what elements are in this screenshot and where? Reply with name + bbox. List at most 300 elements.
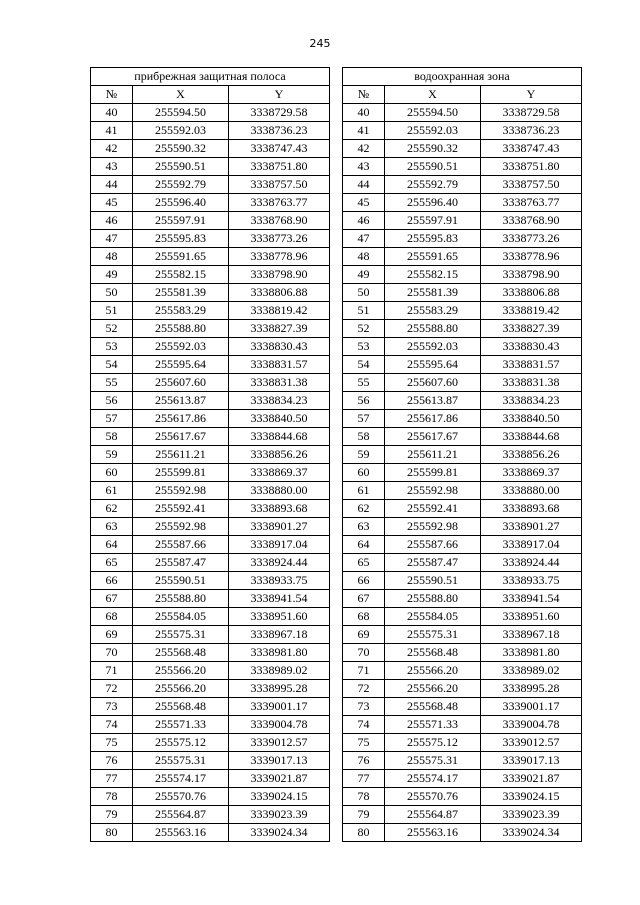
table-row xyxy=(91,140,330,158)
y-coordinate-cell: 3338768.90 xyxy=(481,212,582,230)
x-coordinate-cell: 255575.31 xyxy=(385,626,481,644)
table-row xyxy=(91,806,330,824)
x-coordinate-cell: 255563.16 xyxy=(133,824,229,842)
x-coordinate-cell: 255566.20 xyxy=(385,680,481,698)
x-coordinate-cell: 255592.98 xyxy=(385,518,481,536)
x-coordinate-cell: 255590.32 xyxy=(385,140,481,158)
table-title: водоохранная зона xyxy=(343,68,582,86)
y-coordinate-cell: 3338933.75 xyxy=(481,572,582,590)
point-number-cell: 59 xyxy=(91,446,133,464)
point-number-cell: 70 xyxy=(343,644,385,662)
point-number-cell: 43 xyxy=(343,158,385,176)
y-coordinate-cell: 3338856.26 xyxy=(229,446,330,464)
point-number-cell: 67 xyxy=(91,590,133,608)
y-coordinate-cell: 3338840.50 xyxy=(229,410,330,428)
y-coordinate-cell: 3338834.23 xyxy=(229,392,330,410)
y-coordinate-cell: 3339004.78 xyxy=(481,716,582,734)
point-number-cell: 43 xyxy=(91,158,133,176)
x-coordinate-cell: 255575.31 xyxy=(385,752,481,770)
y-coordinate-cell: 3338941.54 xyxy=(229,590,330,608)
table-row xyxy=(343,356,582,374)
point-number-cell: 54 xyxy=(343,356,385,374)
x-coordinate-cell: 255574.17 xyxy=(133,770,229,788)
point-number-cell: 75 xyxy=(343,734,385,752)
x-coordinate-cell: 255584.05 xyxy=(385,608,481,626)
table-row xyxy=(91,176,330,194)
column-header-x: X xyxy=(133,86,229,104)
y-coordinate-cell: 3338763.77 xyxy=(481,194,582,212)
y-coordinate-cell: 3338989.02 xyxy=(481,662,582,680)
point-number-cell: 60 xyxy=(343,464,385,482)
x-coordinate-cell: 255597.91 xyxy=(385,212,481,230)
x-coordinate-cell: 255611.21 xyxy=(133,446,229,464)
table-row xyxy=(343,572,582,590)
x-coordinate-cell: 255587.47 xyxy=(133,554,229,572)
y-coordinate-cell: 3338773.26 xyxy=(481,230,582,248)
table-row xyxy=(343,734,582,752)
point-number-cell: 74 xyxy=(91,716,133,734)
y-coordinate-cell: 3338778.96 xyxy=(229,248,330,266)
point-number-cell: 41 xyxy=(91,122,133,140)
y-coordinate-cell: 3339012.57 xyxy=(481,734,582,752)
table-row xyxy=(343,716,582,734)
table-row xyxy=(91,698,330,716)
point-number-cell: 52 xyxy=(343,320,385,338)
y-coordinate-cell: 3338830.43 xyxy=(481,338,582,356)
point-number-cell: 77 xyxy=(91,770,133,788)
x-coordinate-cell: 255592.98 xyxy=(385,482,481,500)
point-number-cell: 47 xyxy=(91,230,133,248)
table-row xyxy=(343,752,582,770)
point-number-cell: 69 xyxy=(91,626,133,644)
table-row xyxy=(343,464,582,482)
point-number-cell: 70 xyxy=(91,644,133,662)
x-coordinate-cell: 255599.81 xyxy=(385,464,481,482)
y-coordinate-cell: 3338951.60 xyxy=(481,608,582,626)
y-coordinate-cell: 3338757.50 xyxy=(229,176,330,194)
x-coordinate-cell: 255587.47 xyxy=(385,554,481,572)
y-coordinate-cell: 3339023.39 xyxy=(481,806,582,824)
x-coordinate-cell: 255595.83 xyxy=(133,230,229,248)
x-coordinate-cell: 255588.80 xyxy=(385,590,481,608)
table-row xyxy=(91,230,330,248)
x-coordinate-cell: 255592.03 xyxy=(385,338,481,356)
y-coordinate-cell: 3338798.90 xyxy=(229,266,330,284)
x-coordinate-cell: 255617.86 xyxy=(385,410,481,428)
table-row xyxy=(343,374,582,392)
x-coordinate-cell: 255590.32 xyxy=(133,140,229,158)
y-coordinate-cell: 3338729.58 xyxy=(229,104,330,122)
table-row xyxy=(343,230,582,248)
table-row xyxy=(91,212,330,230)
table-row xyxy=(91,716,330,734)
table-row xyxy=(91,356,330,374)
table-row xyxy=(91,266,330,284)
point-number-cell: 63 xyxy=(343,518,385,536)
x-coordinate-cell: 255568.48 xyxy=(133,698,229,716)
y-coordinate-cell: 3339024.15 xyxy=(229,788,330,806)
y-coordinate-cell: 3338798.90 xyxy=(481,266,582,284)
point-number-cell: 45 xyxy=(91,194,133,212)
point-number-cell: 63 xyxy=(91,518,133,536)
point-number-cell: 51 xyxy=(91,302,133,320)
y-coordinate-cell: 3338747.43 xyxy=(229,140,330,158)
point-number-cell: 65 xyxy=(343,554,385,572)
y-coordinate-cell: 3338763.77 xyxy=(229,194,330,212)
x-coordinate-cell: 255611.21 xyxy=(385,446,481,464)
table-row xyxy=(91,446,330,464)
y-coordinate-cell: 3339024.15 xyxy=(481,788,582,806)
x-coordinate-cell: 255582.15 xyxy=(133,266,229,284)
point-number-cell: 68 xyxy=(343,608,385,626)
point-number-cell: 51 xyxy=(343,302,385,320)
point-number-cell: 62 xyxy=(343,500,385,518)
table-row xyxy=(343,644,582,662)
table-row xyxy=(91,158,330,176)
table-row xyxy=(343,554,582,572)
x-coordinate-cell: 255575.31 xyxy=(133,626,229,644)
coastal-protective-strip-table xyxy=(90,67,330,842)
y-coordinate-cell: 3339024.34 xyxy=(229,824,330,842)
x-coordinate-cell: 255571.33 xyxy=(133,716,229,734)
table-row xyxy=(91,320,330,338)
table-row xyxy=(91,644,330,662)
point-number-cell: 45 xyxy=(343,194,385,212)
table-row xyxy=(343,824,582,842)
table-row xyxy=(91,284,330,302)
x-coordinate-cell: 255613.87 xyxy=(385,392,481,410)
point-number-cell: 78 xyxy=(91,788,133,806)
y-coordinate-cell: 3338901.27 xyxy=(229,518,330,536)
y-coordinate-cell: 3338831.57 xyxy=(229,356,330,374)
y-coordinate-cell: 3338924.44 xyxy=(481,554,582,572)
x-coordinate-cell: 255617.86 xyxy=(133,410,229,428)
x-coordinate-cell: 255587.66 xyxy=(385,536,481,554)
y-coordinate-cell: 3338831.38 xyxy=(229,374,330,392)
x-coordinate-cell: 255570.76 xyxy=(385,788,481,806)
x-coordinate-cell: 255595.64 xyxy=(133,356,229,374)
point-number-cell: 76 xyxy=(91,752,133,770)
point-number-cell: 50 xyxy=(91,284,133,302)
table-row xyxy=(343,446,582,464)
x-coordinate-cell: 255594.50 xyxy=(385,104,481,122)
point-number-cell: 55 xyxy=(91,374,133,392)
y-coordinate-cell: 3338827.39 xyxy=(481,320,582,338)
x-coordinate-cell: 255596.40 xyxy=(385,194,481,212)
point-number-cell: 68 xyxy=(91,608,133,626)
table-row xyxy=(343,248,582,266)
table-row xyxy=(343,392,582,410)
y-coordinate-cell: 3338819.42 xyxy=(229,302,330,320)
y-coordinate-cell: 3338768.90 xyxy=(229,212,330,230)
point-number-cell: 42 xyxy=(91,140,133,158)
y-coordinate-cell: 3338981.80 xyxy=(229,644,330,662)
point-number-cell: 80 xyxy=(91,824,133,842)
table-row xyxy=(343,698,582,716)
x-coordinate-cell: 255613.87 xyxy=(133,392,229,410)
x-coordinate-cell: 255592.03 xyxy=(133,122,229,140)
table-row xyxy=(91,626,330,644)
y-coordinate-cell: 3338880.00 xyxy=(229,482,330,500)
x-coordinate-cell: 255564.87 xyxy=(133,806,229,824)
x-coordinate-cell: 255594.50 xyxy=(133,104,229,122)
y-coordinate-cell: 3338751.80 xyxy=(229,158,330,176)
x-coordinate-cell: 255575.12 xyxy=(133,734,229,752)
x-coordinate-cell: 255574.17 xyxy=(385,770,481,788)
point-number-cell: 49 xyxy=(343,266,385,284)
x-coordinate-cell: 255590.51 xyxy=(385,572,481,590)
table-row xyxy=(91,500,330,518)
table-row xyxy=(91,572,330,590)
x-coordinate-cell: 255592.79 xyxy=(133,176,229,194)
x-coordinate-cell: 255566.20 xyxy=(133,680,229,698)
table-row xyxy=(91,302,330,320)
x-coordinate-cell: 255587.66 xyxy=(133,536,229,554)
x-coordinate-cell: 255597.91 xyxy=(133,212,229,230)
y-coordinate-cell: 3339021.87 xyxy=(229,770,330,788)
x-coordinate-cell: 255592.79 xyxy=(385,176,481,194)
y-coordinate-cell: 3338893.68 xyxy=(229,500,330,518)
y-coordinate-cell: 3338806.88 xyxy=(229,284,330,302)
y-coordinate-cell: 3339012.57 xyxy=(229,734,330,752)
point-number-cell: 66 xyxy=(91,572,133,590)
x-coordinate-cell: 255607.60 xyxy=(133,374,229,392)
point-number-cell: 73 xyxy=(91,698,133,716)
y-coordinate-cell: 3338806.88 xyxy=(481,284,582,302)
table-row xyxy=(343,212,582,230)
point-number-cell: 61 xyxy=(91,482,133,500)
point-number-cell: 76 xyxy=(343,752,385,770)
y-coordinate-cell: 3338827.39 xyxy=(229,320,330,338)
table-row xyxy=(343,194,582,212)
y-coordinate-cell: 3338747.43 xyxy=(481,140,582,158)
table-row xyxy=(91,248,330,266)
point-number-cell: 75 xyxy=(91,734,133,752)
point-number-cell: 44 xyxy=(343,176,385,194)
table-row xyxy=(343,410,582,428)
table-row xyxy=(91,410,330,428)
table-row xyxy=(343,284,582,302)
point-number-cell: 55 xyxy=(343,374,385,392)
x-coordinate-cell: 255591.65 xyxy=(133,248,229,266)
point-number-cell: 50 xyxy=(343,284,385,302)
x-coordinate-cell: 255590.51 xyxy=(385,158,481,176)
x-coordinate-cell: 255617.67 xyxy=(133,428,229,446)
y-coordinate-cell: 3339023.39 xyxy=(229,806,330,824)
point-number-cell: 42 xyxy=(343,140,385,158)
y-coordinate-cell: 3338830.43 xyxy=(229,338,330,356)
table-row xyxy=(343,482,582,500)
table-row xyxy=(91,194,330,212)
y-coordinate-cell: 3338757.50 xyxy=(481,176,582,194)
table-row xyxy=(343,626,582,644)
point-number-cell: 65 xyxy=(91,554,133,572)
table-row xyxy=(343,428,582,446)
table-row xyxy=(343,608,582,626)
x-coordinate-cell: 255592.98 xyxy=(133,482,229,500)
y-coordinate-cell: 3339004.78 xyxy=(229,716,330,734)
point-number-cell: 64 xyxy=(343,536,385,554)
point-number-cell: 57 xyxy=(91,410,133,428)
y-coordinate-cell: 3338844.68 xyxy=(229,428,330,446)
y-coordinate-cell: 3339021.87 xyxy=(481,770,582,788)
table-row xyxy=(343,320,582,338)
point-number-cell: 52 xyxy=(91,320,133,338)
point-number-cell: 62 xyxy=(91,500,133,518)
x-coordinate-cell: 255588.80 xyxy=(385,320,481,338)
table-row xyxy=(343,338,582,356)
point-number-cell: 59 xyxy=(343,446,385,464)
x-coordinate-cell: 255575.31 xyxy=(133,752,229,770)
x-coordinate-cell: 255592.41 xyxy=(385,500,481,518)
x-coordinate-cell: 255582.15 xyxy=(385,266,481,284)
table-row xyxy=(91,554,330,572)
table-row xyxy=(343,302,582,320)
water-protection-zone-table xyxy=(342,67,582,842)
point-number-cell: 79 xyxy=(91,806,133,824)
y-coordinate-cell: 3338831.38 xyxy=(481,374,582,392)
point-number-cell: 72 xyxy=(343,680,385,698)
y-coordinate-cell: 3338834.23 xyxy=(481,392,582,410)
x-coordinate-cell: 255595.64 xyxy=(385,356,481,374)
point-number-cell: 80 xyxy=(343,824,385,842)
column-header-y: Y xyxy=(229,86,330,104)
point-number-cell: 41 xyxy=(343,122,385,140)
x-coordinate-cell: 255568.48 xyxy=(385,644,481,662)
point-number-cell: 58 xyxy=(91,428,133,446)
y-coordinate-cell: 3338729.58 xyxy=(481,104,582,122)
x-coordinate-cell: 255617.67 xyxy=(385,428,481,446)
table-row xyxy=(343,662,582,680)
column-header-number: № xyxy=(343,86,385,104)
table-row xyxy=(91,536,330,554)
table-row xyxy=(91,464,330,482)
table-row xyxy=(343,176,582,194)
point-number-cell: 77 xyxy=(343,770,385,788)
table-row xyxy=(91,392,330,410)
y-coordinate-cell: 3339024.34 xyxy=(481,824,582,842)
y-coordinate-cell: 3338967.18 xyxy=(229,626,330,644)
point-number-cell: 40 xyxy=(343,104,385,122)
table-row xyxy=(343,590,582,608)
x-coordinate-cell: 255581.39 xyxy=(385,284,481,302)
table-row xyxy=(91,734,330,752)
y-coordinate-cell: 3338924.44 xyxy=(229,554,330,572)
x-coordinate-cell: 255571.33 xyxy=(385,716,481,734)
point-number-cell: 67 xyxy=(343,590,385,608)
table-row xyxy=(91,104,330,122)
table-title: прибрежная защитная полоса xyxy=(91,68,330,86)
x-coordinate-cell: 255566.20 xyxy=(133,662,229,680)
point-number-cell: 53 xyxy=(343,338,385,356)
y-coordinate-cell: 3338893.68 xyxy=(481,500,582,518)
x-coordinate-cell: 255590.51 xyxy=(133,572,229,590)
x-coordinate-cell: 255588.80 xyxy=(133,590,229,608)
point-number-cell: 57 xyxy=(343,410,385,428)
point-number-cell: 71 xyxy=(91,662,133,680)
point-number-cell: 72 xyxy=(91,680,133,698)
table-row xyxy=(343,266,582,284)
y-coordinate-cell: 3339017.13 xyxy=(481,752,582,770)
point-number-cell: 54 xyxy=(91,356,133,374)
x-coordinate-cell: 255596.40 xyxy=(133,194,229,212)
y-coordinate-cell: 3339001.17 xyxy=(481,698,582,716)
table-row xyxy=(91,770,330,788)
y-coordinate-cell: 3338819.42 xyxy=(481,302,582,320)
point-number-cell: 56 xyxy=(91,392,133,410)
y-coordinate-cell: 3338751.80 xyxy=(481,158,582,176)
y-coordinate-cell: 3338917.04 xyxy=(229,536,330,554)
point-number-cell: 47 xyxy=(343,230,385,248)
table-row xyxy=(343,158,582,176)
point-number-cell: 64 xyxy=(91,536,133,554)
y-coordinate-cell: 3338995.28 xyxy=(229,680,330,698)
x-coordinate-cell: 255583.29 xyxy=(385,302,481,320)
point-number-cell: 58 xyxy=(343,428,385,446)
y-coordinate-cell: 3338933.75 xyxy=(229,572,330,590)
x-coordinate-cell: 255575.12 xyxy=(385,734,481,752)
point-number-cell: 78 xyxy=(343,788,385,806)
point-number-cell: 74 xyxy=(343,716,385,734)
table-row xyxy=(91,662,330,680)
x-coordinate-cell: 255581.39 xyxy=(133,284,229,302)
point-number-cell: 53 xyxy=(91,338,133,356)
point-number-cell: 40 xyxy=(91,104,133,122)
x-coordinate-cell: 255595.83 xyxy=(385,230,481,248)
x-coordinate-cell: 255564.87 xyxy=(385,806,481,824)
y-coordinate-cell: 3338995.28 xyxy=(481,680,582,698)
column-header-number: № xyxy=(91,86,133,104)
x-coordinate-cell: 255566.20 xyxy=(385,662,481,680)
page-number: 245 xyxy=(309,37,331,50)
x-coordinate-cell: 255592.98 xyxy=(133,518,229,536)
table-row xyxy=(343,536,582,554)
point-number-cell: 48 xyxy=(343,248,385,266)
x-coordinate-cell: 255570.76 xyxy=(133,788,229,806)
y-coordinate-cell: 3339001.17 xyxy=(229,698,330,716)
table-row xyxy=(91,824,330,842)
x-coordinate-cell: 255592.03 xyxy=(385,122,481,140)
y-coordinate-cell: 3338844.68 xyxy=(481,428,582,446)
point-number-cell: 46 xyxy=(343,212,385,230)
table-row xyxy=(91,482,330,500)
table-row xyxy=(91,122,330,140)
y-coordinate-cell: 3338840.50 xyxy=(481,410,582,428)
table-row xyxy=(343,788,582,806)
table-row xyxy=(343,518,582,536)
table-row xyxy=(91,518,330,536)
x-coordinate-cell: 255568.48 xyxy=(385,698,481,716)
table-row xyxy=(343,680,582,698)
y-coordinate-cell: 3339017.13 xyxy=(229,752,330,770)
point-number-cell: 61 xyxy=(343,482,385,500)
y-coordinate-cell: 3338778.96 xyxy=(481,248,582,266)
x-coordinate-cell: 255591.65 xyxy=(385,248,481,266)
y-coordinate-cell: 3338869.37 xyxy=(229,464,330,482)
y-coordinate-cell: 3338736.23 xyxy=(481,122,582,140)
y-coordinate-cell: 3338989.02 xyxy=(229,662,330,680)
x-coordinate-cell: 255588.80 xyxy=(133,320,229,338)
column-header-y: Y xyxy=(481,86,582,104)
table-row xyxy=(91,788,330,806)
table-row xyxy=(343,104,582,122)
table-row xyxy=(343,140,582,158)
table-row xyxy=(343,122,582,140)
y-coordinate-cell: 3338967.18 xyxy=(481,626,582,644)
table-row xyxy=(91,428,330,446)
point-number-cell: 56 xyxy=(343,392,385,410)
y-coordinate-cell: 3338901.27 xyxy=(481,518,582,536)
